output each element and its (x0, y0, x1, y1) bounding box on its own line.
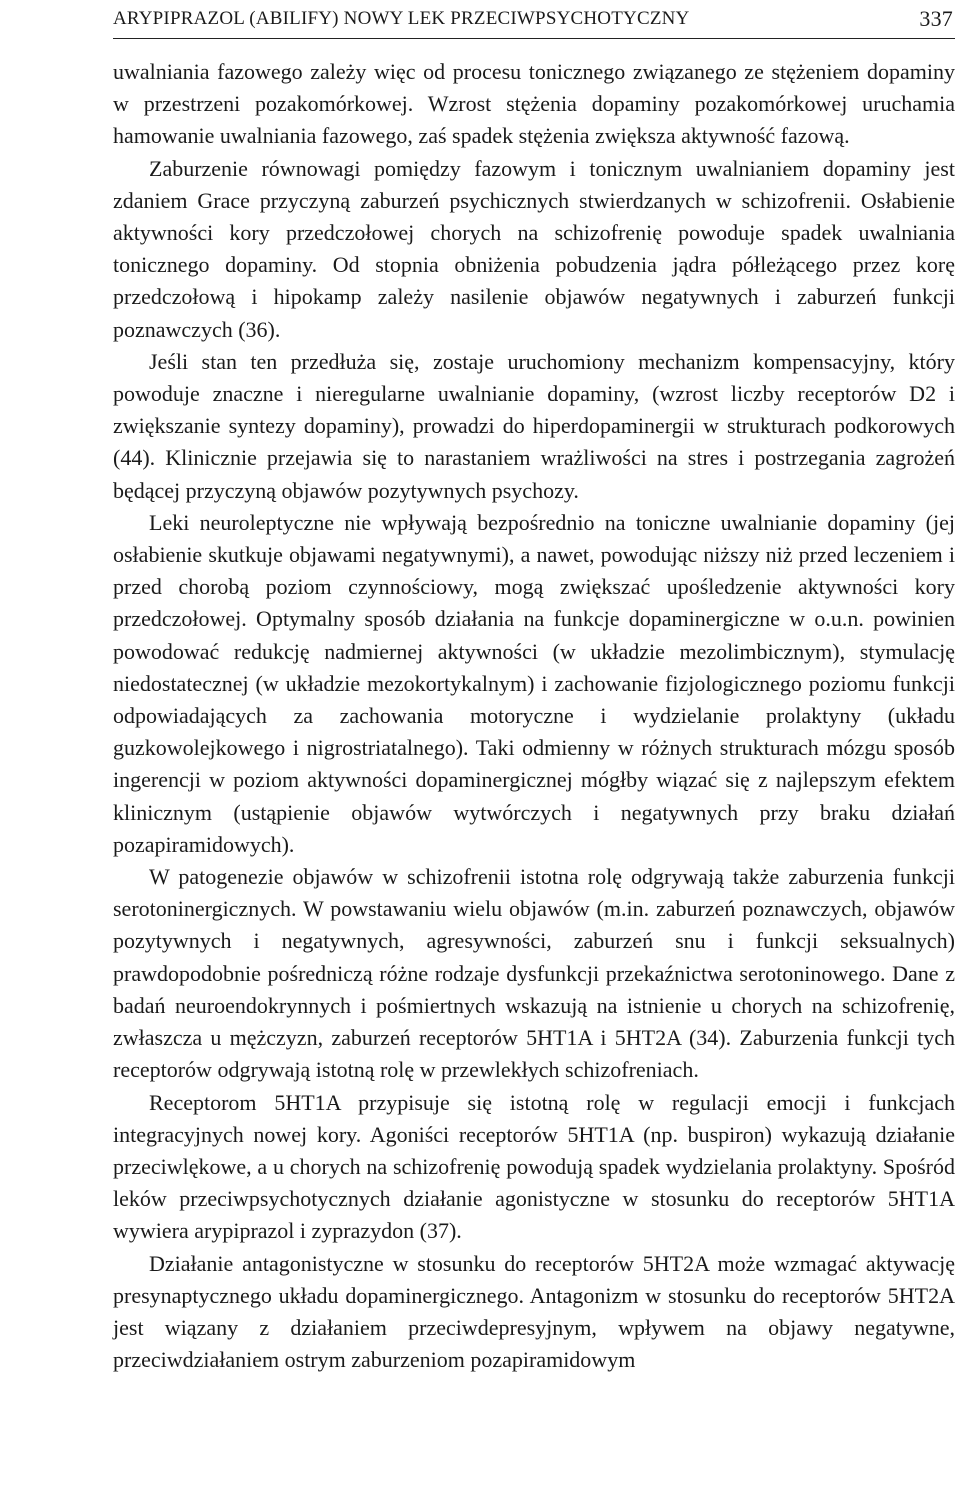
running-header-title: ARYPIPRAZOL (ABILIFY) NOWY LEK PRZECIWPSYCHOTYCZNY (113, 8, 690, 29)
paragraph: Jeśli stan ten przedłuża się, zostaje uruchomiony mechanizm kompensacyjny, który powoduje znaczne i nieregularne uwalnianie dopaminy, (wzrost liczby receptorów D2 i zwiększanie syntezy dopaminy), prowadzi do hiperdopaminergii w strukturach podkorowych (44). Klinicznie przejawia się to narastaniem wrażliwości na stres i postrzegania zagrożeń będącej przyczyną objawów pozytywnych psychozy. (113, 348, 955, 503)
running-header (113, 2, 955, 39)
page-number: 337 (919, 6, 953, 31)
paragraph: Zaburzenie równowagi pomiędzy fazowym i tonicznym uwalnianiem dopaminy jest zdaniem Grace przyczyną zaburzeń psychicznych stwierdzanych w schizofrenii. Osłabienie aktywności kory przedczołowej chorych na schizofrenię powoduje spadek uwalniania tonicznego dopaminy. Od stopnia obniżenia pobudzenia jądra półleżącego przez korę przedczołową i hipokamp zależy nasilenie objawów negatywnych i zaburzeń funkcji poznawczych (36). (113, 155, 955, 342)
paragraph: Receptorom 5HT1A przypisuje się istotną rolę w regulacji emocji i funkcjach integracyjnych nowej kory. Agoniści receptorów 5HT1A (np. buspiron) wykazują działanie przeciwlękowe, a u chorych na schizofrenię powodują spadek wydzielania prolaktyny. Spośród leków przeciwpsychotycznych działanie agonistyczne w stosunku do receptorów 5HT1A wywiera arypiprazol i zyprazydon (37). (113, 1089, 955, 1244)
paragraph-continued: uwalniania fazowego zależy więc od procesu tonicznego związanego ze stężeniem dopaminy w przestrzeni pozakomórkowej. Wzrost stężenia dopaminy pozakomórkowej uruchamia hamowanie uwalniania fazowego, zaś spadek stężenia zwiększa aktywność fazową. (113, 59, 955, 149)
paragraph: Leki neuroleptyczne nie wpływają bezpośrednio na toniczne uwalnianie dopaminy (jej osłabienie skutkuje objawami negatywnymi), a nawet, powodując niższy niż przed leczeniem i przed chorobą poziom czynnościowy, mogą zwiększać upośledzenie aktywności kory przedczołowej. Optymalny sposób działania na funkcje dopaminergiczne w o.u.n. powinien powodować redukcję nadmiernej aktywności (w układzie mezolimbicznym), stymulację niedostatecznej (w układzie mezokortykalnym) i zachowanie fizjologicznego poziomu funkcji odpowiadających za zachowania motoryczne i wydzielanie prolaktyny (układu guzkowolejkowego i nigrostriatalnego). Taki odmienny w różnych strukturach mózgu sposób ingerencji w poziom aktywności dopaminergicznej mógłby wiązać się z najlepszym efektem klinicznym (ustąpienie objawów wytwórczych i negatywnych przy braku działań pozapiramidowych). (113, 509, 955, 857)
paragraph: W patogenezie objawów w schizofrenii istotna rolę odgrywają także zaburzenia funkcji serotoninergicznych. W powstawaniu wielu objawów (m.in. zaburzeń poznawczych, objawów pozytywnych i negatywnych, agresywności, zaburzeń snu i funkcji seksualnych) prawdopodobnie pośredniczą różne rodzaje dysfunkcji przekaźnictwa serotoninowego. Dane z badań neuroendokrynnych i pośmiertnych wskazują na istnienie u chorych na schizofrenię, zwłaszcza u mężczyzn, zaburzeń receptorów 5HT1A i 5HT2A (34). Zaburzenia funkcji tych receptorów odgrywają istotną rolę w przewlekłych schizofreniach. (113, 864, 955, 1083)
paragraph: Działanie antagonistyczne w stosunku do receptorów 5HT2A może wzmagać aktywację presynaptycznego układu dopaminergicznego. Antagonizm w stosunku do receptorów 5HT2A jest wiązany z działaniem przeciwdepresyjnym, wpływem na objawy negatywne, przeciwdziałaniem ostrym zaburzeniom pozapiramidowym (113, 1250, 955, 1373)
book-page (113, 0, 955, 1376)
body-text (113, 56, 955, 1376)
